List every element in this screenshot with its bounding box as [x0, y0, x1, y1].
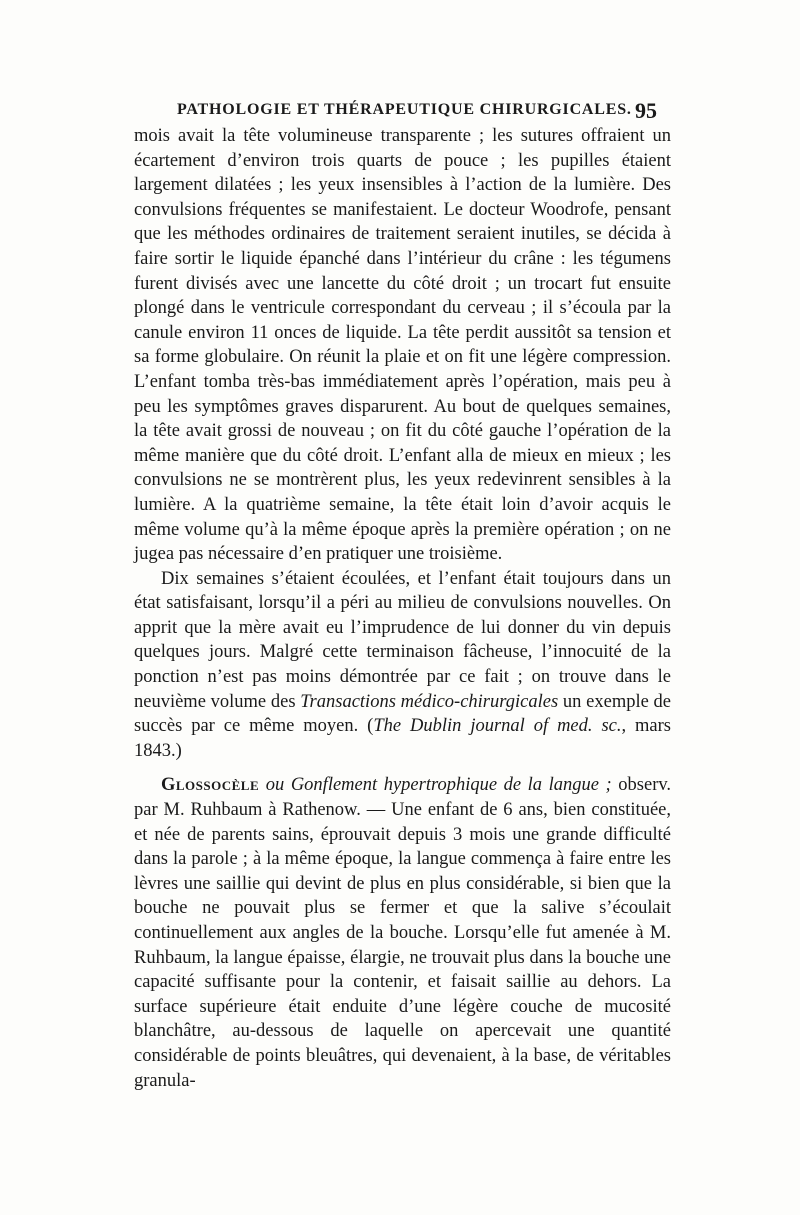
- running-header: [177, 98, 657, 122]
- glossocele-heading: Glossocèle: [161, 775, 260, 796]
- paragraph-second-text: Dix semaines s’étaient écoulées, et l’enfant était toujours dans un état satisfaisant, lorsqu’il a péri au milieu de convulsions nouvelles. On apprit que la mère avait eu l’imprudence de lui donner du vin depuis quelques jours. Malgré cette terminaison fâcheuse, l’innocuité de la ponction n’est pas moins démontrée par ce fait ; on trouve dans le neuvième volume des: [134, 568, 671, 712]
- heading-connector: ou: [265, 775, 285, 796]
- citation-journal: The Dublin journal of med. sc.: [373, 716, 622, 737]
- running-title: PATHOLOGIE ET THÉRAPEUTIQUE CHIRURGICALES.: [177, 101, 632, 118]
- page-number: 95: [635, 98, 657, 123]
- glossocele-subtitle: Gonflement hypertrophique de la langue ;: [290, 775, 612, 796]
- glossocele-text: observ. par M. Ruhbaum à Rathenow. — Une enfant de 6 ans, bien constituée, et née de parents sains, éprouvait depuis 3 mois une grande difficulté dans la parole ; à la même époque, la langue commença à faire entre les lèvres une saillie qui devint de plus en plus considérable, si bien que la bouche ne pouvait plus se fermer et que la salive s’écoulait continuellement aux angles de la bouche. Lorsqu’elle fut amenée à M. Ruhbaum, la langue épaisse, élargie, ne trouvait plus dans la bouche une capacité suffisante pour la contenir, et faisait saillie au dehors. La surface supérieure était enduite d’une légère couche de mucosité blanchâtre, au-dessous de laquelle on apercevait une quantité considérable de points bleuâtres, qui devenaient, à la base, de véritables granula-: [134, 775, 672, 1091]
- transactions-title: Transactions médico-chirurgicales: [300, 691, 559, 712]
- citation-date: , mars 1843.): [134, 716, 671, 761]
- page-body: [134, 124, 671, 1093]
- citation-open: (: [367, 716, 374, 737]
- paragraph-second: [134, 567, 671, 764]
- paragraph-glossocele: [134, 773, 671, 1093]
- paragraph-second-end: un exemple de succès par ce même moyen.: [134, 691, 671, 737]
- paragraph-continued: mois avait la tête volumineuse transparente ; les sutures offraient un écartement d’environ trois quarts de pouce ; les pupilles étaient largement dilatées ; les yeux insensibles à l’action de la lumière. Des convulsions fréquentes se manifestaient. Le docteur Woodrofe, pensant que les méthodes ordinaires de traitement seraient inutiles, se décida à faire sortir le liquide épanché dans l’intérieur du crâne : les tégumens furent divisés avec une lancette du côté droit ; un trocart fut ensuite plongé dans le ventricule correspondant du cerveau ; il s’écoula par la canule environ 11 onces de liquide. La tête perdit aussitôt sa tension et sa forme globulaire. On réunit la plaie et on fit une légère compression. L’enfant tomba très-bas immédiatement après l’opération, mais peu à peu les symptômes graves disparurent. Au bout de quelques semaines, la tête avait grossi de nouveau ; on fit du côté gauche l’opération de la même manière que du côté droit. L’enfant alla de mieux en mieux ; les convulsions ne se montrèrent plus, les yeux redevinrent sensibles à la lumière. A la quatrième semaine, la tête était loin d’avoir acquis le même volume qu’à la même époque après la première opération ; on ne jugea pas nécessaire d’en pratiquer une troisième.: [134, 126, 671, 565]
